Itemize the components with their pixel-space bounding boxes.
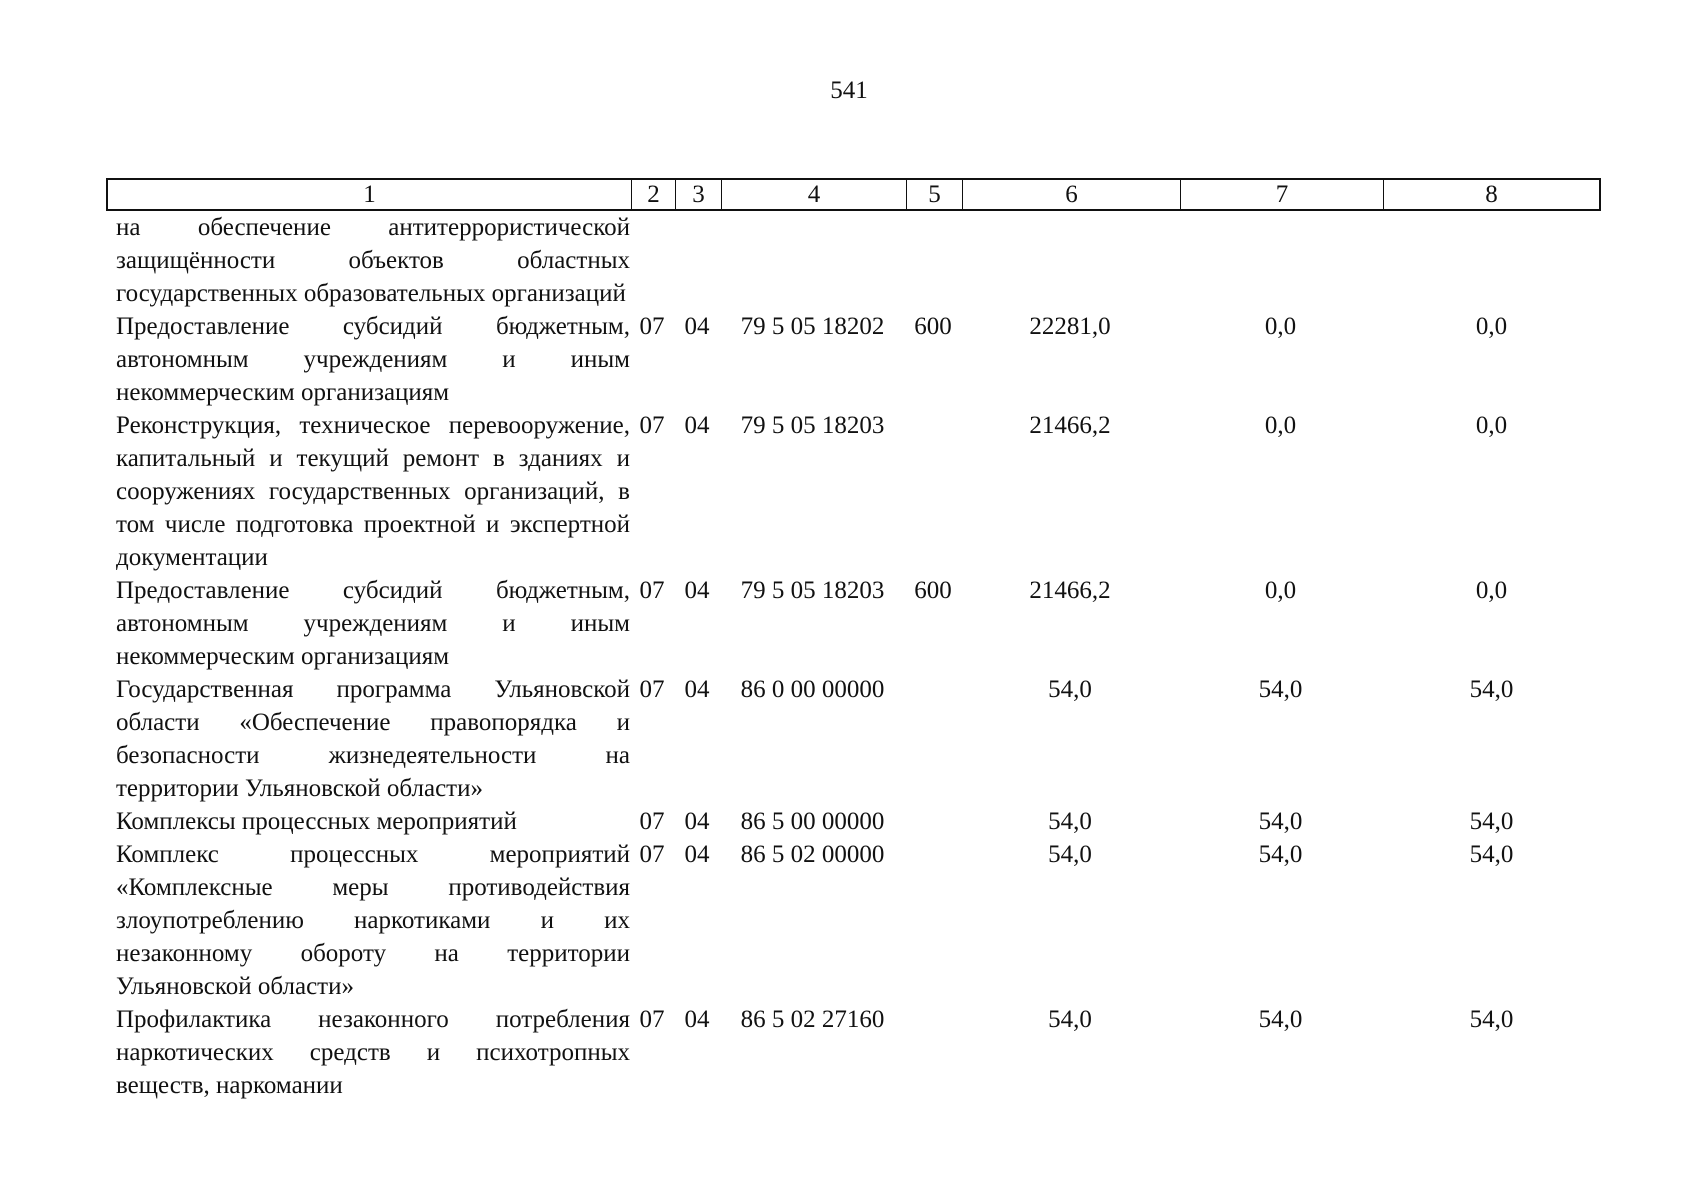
- header-col-1: 1: [108, 180, 632, 209]
- row-value-8: [1382, 211, 1601, 310]
- table-row: [106, 211, 1601, 310]
- table-row: [106, 310, 1601, 409]
- row-name: Государственная программа Ульяновской области «Обеспечение правопорядка и безопасности жизнедеятельности на территории Ульяновской области»: [116, 676, 630, 802]
- row-section: 07: [639, 313, 665, 340]
- row-section: 07: [639, 412, 665, 439]
- row-name: на обеспечение антитеррористической защищённости объектов областных государственных образовательных организаций: [116, 214, 630, 307]
- row-section: 07: [639, 1006, 665, 1033]
- table-row: [106, 1003, 1601, 1102]
- row-target-code: 79 5 05 18203: [740, 412, 885, 439]
- header-col-4: 4: [722, 180, 907, 209]
- row-expense-type: 600: [914, 313, 952, 340]
- row-value-6: 21466,2: [1029, 577, 1111, 604]
- row-value-6: 54,0: [1048, 808, 1092, 835]
- row-value-7: [1179, 211, 1382, 310]
- table-row: [106, 409, 1601, 574]
- row-target-code: 79 5 05 18203: [740, 577, 885, 604]
- row-expense-type: [905, 805, 961, 838]
- row-name: Комплексы процессных мероприятий: [116, 808, 517, 835]
- row-target-code: 86 0 00 00000: [740, 676, 885, 703]
- table-body: [106, 211, 1601, 1102]
- row-subsection: [674, 211, 720, 310]
- row-value-7: 0,0: [1264, 313, 1297, 340]
- row-section: 07: [639, 808, 665, 835]
- row-subsection: 04: [684, 676, 710, 703]
- table-row: [106, 574, 1601, 673]
- row-subsection: 04: [684, 313, 710, 340]
- row-subsection: 04: [684, 808, 710, 835]
- row-value-6: 54,0: [1048, 676, 1092, 703]
- row-expense-type: [905, 838, 961, 1003]
- row-value-7: 54,0: [1258, 841, 1303, 868]
- row-name: Предоставление субсидий бюджетным, автономным учреждениям и иным некоммерческим организациям: [116, 577, 630, 670]
- table-header: [106, 178, 1601, 211]
- row-value-8: 0,0: [1475, 577, 1508, 604]
- row-name: Профилактика незаконного потребления наркотических средств и психотропных веществ, наркомании: [116, 1006, 630, 1099]
- row-subsection: 04: [684, 841, 710, 868]
- row-expense-type: [905, 1003, 961, 1102]
- row-value-6: 21466,2: [1029, 412, 1111, 439]
- row-section: 07: [639, 676, 665, 703]
- row-target-code: 86 5 02 00000: [740, 841, 885, 868]
- row-value-7: 54,0: [1258, 1006, 1303, 1033]
- row-target-code: 86 5 00 00000: [740, 808, 885, 835]
- row-expense-type: [905, 211, 961, 310]
- row-value-8: 54,0: [1469, 676, 1514, 703]
- header-col-3: 3: [676, 180, 722, 209]
- row-value-8: 54,0: [1469, 808, 1514, 835]
- row-value-7: 0,0: [1264, 412, 1297, 439]
- row-expense-type: [905, 409, 961, 574]
- row-expense-type: [905, 673, 961, 805]
- header-col-6: 6: [963, 180, 1181, 209]
- header-col-7: 7: [1181, 180, 1384, 209]
- header-col-2: 2: [632, 180, 676, 209]
- row-target-code: 79 5 05 18202: [740, 313, 885, 340]
- row-subsection: 04: [684, 577, 710, 604]
- row-section: [630, 211, 674, 310]
- table-row: [106, 805, 1601, 838]
- table-row: [106, 673, 1601, 805]
- header-col-8: 8: [1485, 181, 1498, 208]
- row-value-6: 22281,0: [1029, 313, 1111, 340]
- row-value-6: 54,0: [1048, 841, 1092, 868]
- row-value-8: 0,0: [1475, 313, 1508, 340]
- row-value-7: 54,0: [1258, 676, 1303, 703]
- row-value-8: 54,0: [1469, 1006, 1514, 1033]
- row-name: Комплекс процессных мероприятий «Комплексные меры противодействия злоупотреблению наркотиками и их незаконному обороту на территории Ульяновской области»: [116, 841, 630, 1000]
- row-value-6: 54,0: [1048, 1006, 1092, 1033]
- row-expense-type: 600: [914, 577, 952, 604]
- row-value-6: [961, 211, 1179, 310]
- page-number: 541: [830, 77, 868, 104]
- row-value-8: 0,0: [1475, 412, 1508, 439]
- row-section: 07: [639, 841, 665, 868]
- row-subsection: 04: [684, 412, 710, 439]
- row-value-7: 54,0: [1258, 808, 1303, 835]
- row-name: Предоставление субсидий бюджетным, автономным учреждениям и иным некоммерческим организациям: [116, 313, 630, 406]
- row-section: 07: [639, 577, 665, 604]
- table-row: [106, 838, 1601, 1003]
- row-subsection: 04: [684, 1006, 710, 1033]
- header-col-5: 5: [907, 180, 963, 209]
- row-value-7: 0,0: [1264, 577, 1297, 604]
- row-name: Реконструкция, техническое перевооружение, капитальный и текущий ремонт в зданиях и сооружениях государственных организаций, в том числе подготовка проектной и экспертной документации: [116, 412, 630, 571]
- row-target-code: [720, 211, 905, 310]
- row-target-code: 86 5 02 27160: [740, 1006, 885, 1033]
- row-value-8: 54,0: [1469, 841, 1514, 868]
